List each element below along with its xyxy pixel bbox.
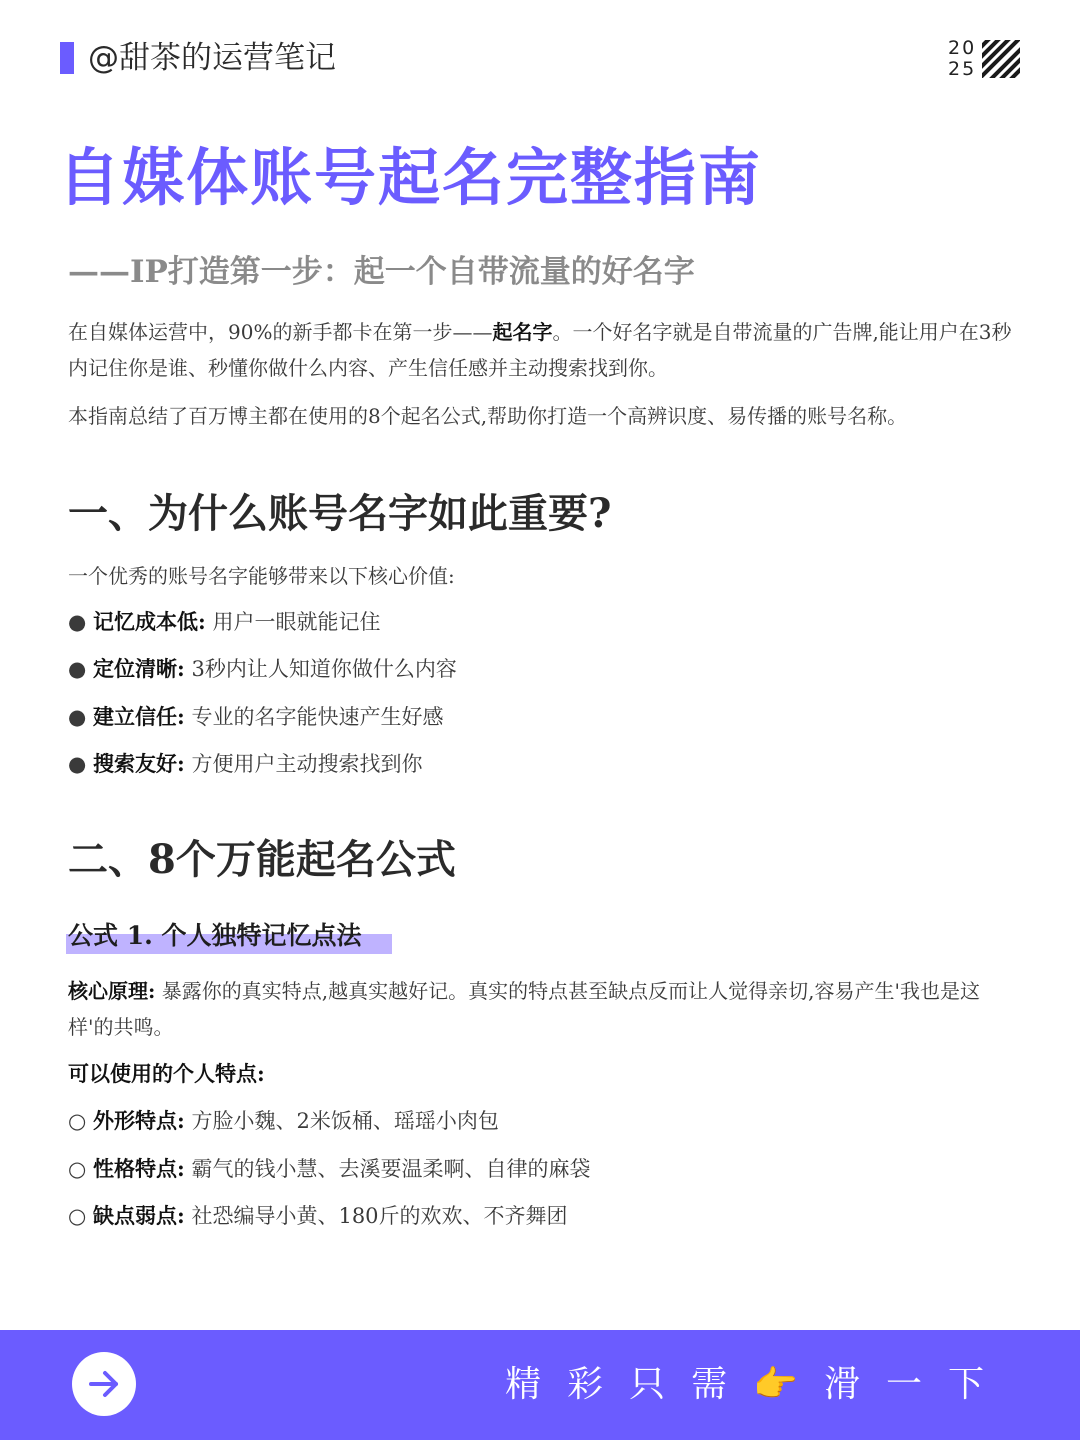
- footer-banner: [0, 1330, 1080, 1440]
- list-item: ● 记忆成本低: 用户一眼就能记住: [68, 609, 381, 634]
- traits-label: 可以使用的个人特点:: [68, 1061, 265, 1086]
- formula-1-principle: 核心原理: 暴露你的真实特点,越真实越好记。真实的特点甚至缺点反而让人觉得亲切,容易产生'我也是这样'的共鸣。: [68, 979, 980, 1039]
- year-top: 20: [948, 37, 977, 59]
- intro-paragraph-2: 本指南总结了百万博主都在使用的8个起名公式,帮助你打造一个高辨识度、易传播的账号名称。: [68, 404, 908, 428]
- stripes-icon: [982, 40, 1020, 78]
- section-1-heading: 一、为什么账号名字如此重要?: [68, 490, 612, 537]
- page-title: 自媒体账号起名完整指南: [58, 141, 763, 214]
- year-badge: [948, 38, 1024, 80]
- intro-emphasis: 起名字: [492, 320, 553, 344]
- next-page-button[interactable]: [72, 1352, 136, 1416]
- list-item: ○ 性格特点: 霸气的钱小慧、去溪要温柔啊、自律的麻袋: [68, 1156, 591, 1181]
- formula-1-heading: 公式 1. 个人独特记忆点法: [66, 916, 362, 958]
- accent-bar: [60, 42, 74, 74]
- pointing-hand-icon: 👉: [753, 1364, 824, 1405]
- section-1-lead: 一个优秀的账号名字能够带来以下核心价值:: [68, 564, 455, 588]
- page-subtitle: ——IP打造第一步：起一个自带流量的好名字: [68, 254, 695, 290]
- list-item: ○ 外形特点: 方脸小魏、2米饭桶、瑶瑶小肉包: [68, 1108, 499, 1133]
- section-2-heading: 二、8个万能起名公式: [68, 836, 456, 883]
- swipe-prompt: 精彩只需👉滑一下: [505, 1364, 1010, 1405]
- intro-paragraph-1: 在自媒体运营中，90%的新手都卡在第一步——起名字。一个好名字就是自带流量的广告牌,能让用户在3秒内记住你是谁、秒懂你做什么内容、产生信任感并主动搜索找到你。: [68, 320, 1012, 380]
- arrow-right-icon: [86, 1366, 122, 1402]
- author-handle: @甜茶的运营笔记: [88, 40, 336, 76]
- year-bottom: 25: [948, 58, 977, 80]
- list-item: ● 建立信任: 专业的名字能快速产生好感: [68, 704, 444, 729]
- list-item: ○ 缺点弱点: 社恐编导小黄、180斤的欢欢、不齐舞团: [68, 1203, 568, 1228]
- list-item: ● 搜索友好: 方便用户主动搜索找到你: [68, 751, 423, 776]
- list-item: ● 定位清晰: 3秒内让人知道你做什么内容: [68, 656, 457, 681]
